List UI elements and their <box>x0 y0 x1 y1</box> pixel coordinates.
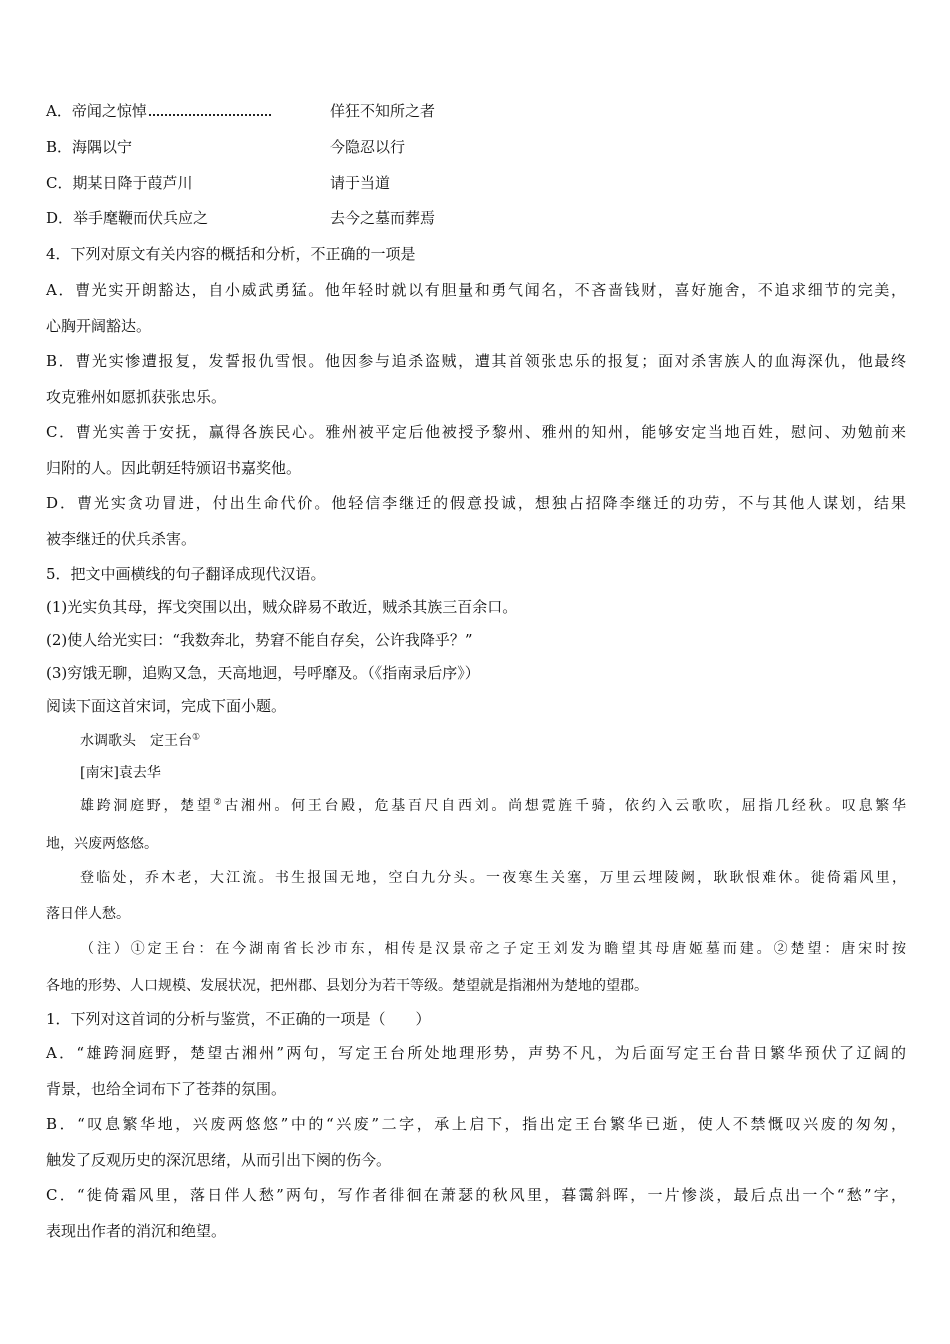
q3-option-b: B．海隅以宁 今隐忍以行 <box>46 138 406 156</box>
q4-option-a-line1: A．曹光实开朗豁达，自小威武勇猛。他年轻时就以有胆量和勇气闻名，不吝啬钱财，喜好施舍，不追求细节的完美， <box>46 281 906 299</box>
q3-option-d: D．举手麾鞭而伏兵应之 去今之墓而葬焉 <box>46 209 436 227</box>
poem-q1-option-a-line1: A．“雄跨洞庭野，楚望古湘州”两句，写定王台所处地理形势，声势不凡，为后面写定王台昔日繁华预伏了辽阔的 <box>46 1044 906 1062</box>
q4-stem: 4．下列对原文有关内容的概括和分析，不正确的一项是 <box>46 245 416 263</box>
poem-title: 水调歌头 定王台① <box>80 732 201 749</box>
poem-stanza2-line1: 登临处，乔木老，大江流。书生报国无地，空白九分头。一夜寒生关塞，万里云埋陵阙，耿耿恨难休。徙倚霜风里， <box>80 870 906 886</box>
poem-q1-option-c-line1: C．“徙倚霜风里，落日伴人愁”两句，写作者徘徊在萧瑟的秋风里，暮霭斜晖，一片惨淡，最后点出一个“愁”字， <box>46 1186 906 1204</box>
q4-option-b-line1: B．曹光实惨遭报复，发誓报仇雪恨。他因参与追杀盗贼，遭其首领张忠乐的报复；面对杀害族人的血海深仇，他最终 <box>46 352 906 370</box>
poem-q1-option-a-line2: 背景，也给全词布下了苍莽的氛围。 <box>46 1080 287 1098</box>
poem-note-line1: （注）①定王台：在今湖南省长沙市东，相传是汉景帝之子定王刘发为瞻望其母唐姬墓而建。②楚望：唐宋时按 <box>80 941 906 957</box>
footnote-ref: ① <box>192 732 201 743</box>
q5-sentence-2: (2)使人给光实曰：“我数奔北，势窘不能自存矣，公许我降乎？” <box>46 631 473 649</box>
poem-q1-option-b-line1: B．“叹息繁华地，兴废两悠悠”中的“兴废”二字，承上启下，指出定王台繁华已逝，使人不禁慨叹兴废的匆匆， <box>46 1115 906 1133</box>
emphasis-dots <box>149 101 271 116</box>
reading-intro: 阅读下面这首宋词，完成下面小题。 <box>46 697 287 715</box>
poem-stanza1-line1: 雄跨洞庭野，楚望②古湘州。何王台殿，危基百尺自西刘。尚想霓旌千骑，依约入云歌吹，屈指几经秋。叹息繁华 <box>80 797 907 814</box>
footnote-ref: ② <box>213 797 225 808</box>
poem-q1-option-c-line2: 表现出作者的消沉和绝望。 <box>46 1222 227 1240</box>
poem-author: [南宋]袁去华 <box>80 765 161 781</box>
q3-option-a: A．帝闻之惊悼 佯狂不知所之者 <box>46 102 436 120</box>
poem-q1-stem: 1．下列对这首词的分析与鉴赏，不正确的一项是（ ） <box>46 1010 431 1028</box>
q5-sentence-3: (3)穷饿无聊，追购又急，天高地迥，号呼靡及。（《指南录后序》） <box>46 664 480 682</box>
poem-note-line2: 各地的形势、人口规模、发展状况，把州郡、县划分为若干等级。楚望就是指湘州为楚地的望郡。 <box>46 978 648 994</box>
q5-stem: 5．把文中画横线的句子翻译成现代汉语。 <box>46 565 326 583</box>
poem-q1-option-b-line2: 触发了反观历史的深沉思绪，从而引出下阕的伤今。 <box>46 1151 392 1169</box>
q4-option-c-line2: 归附的人。因此朝廷特颁诏书嘉奖他。 <box>46 459 302 477</box>
poem-stanza2-line2: 落日伴人愁。 <box>46 906 130 922</box>
q4-option-d-line1: D．曹光实贪功冒进，付出生命代价。他轻信李继迁的假意投诚，想独占招降李继迁的功劳，不与其他人谋划，结果 <box>46 494 906 512</box>
q3-option-c: C．期某日降于葭芦川 请于当道 <box>46 174 391 192</box>
q4-option-b-line2: 攻克雅州如愿抓获张忠乐。 <box>46 388 227 406</box>
q4-option-d-line2: 被李继迁的伏兵杀害。 <box>46 530 197 548</box>
q5-sentence-1: (1)光实负其母，挥戈突围以出，贼众辟易不敢近，贼杀其族三百余口。 <box>46 598 518 616</box>
poem-stanza1-line2: 地，兴废两悠悠。 <box>46 836 158 852</box>
q4-option-a-line2: 心胸开阔豁达。 <box>46 317 152 335</box>
q4-option-c-line1: C．曹光实善于安抚，赢得各族民心。雅州被平定后他被授予黎州、雅州的知州，能够安定当地百姓，慰问、劝勉前来 <box>46 423 906 441</box>
